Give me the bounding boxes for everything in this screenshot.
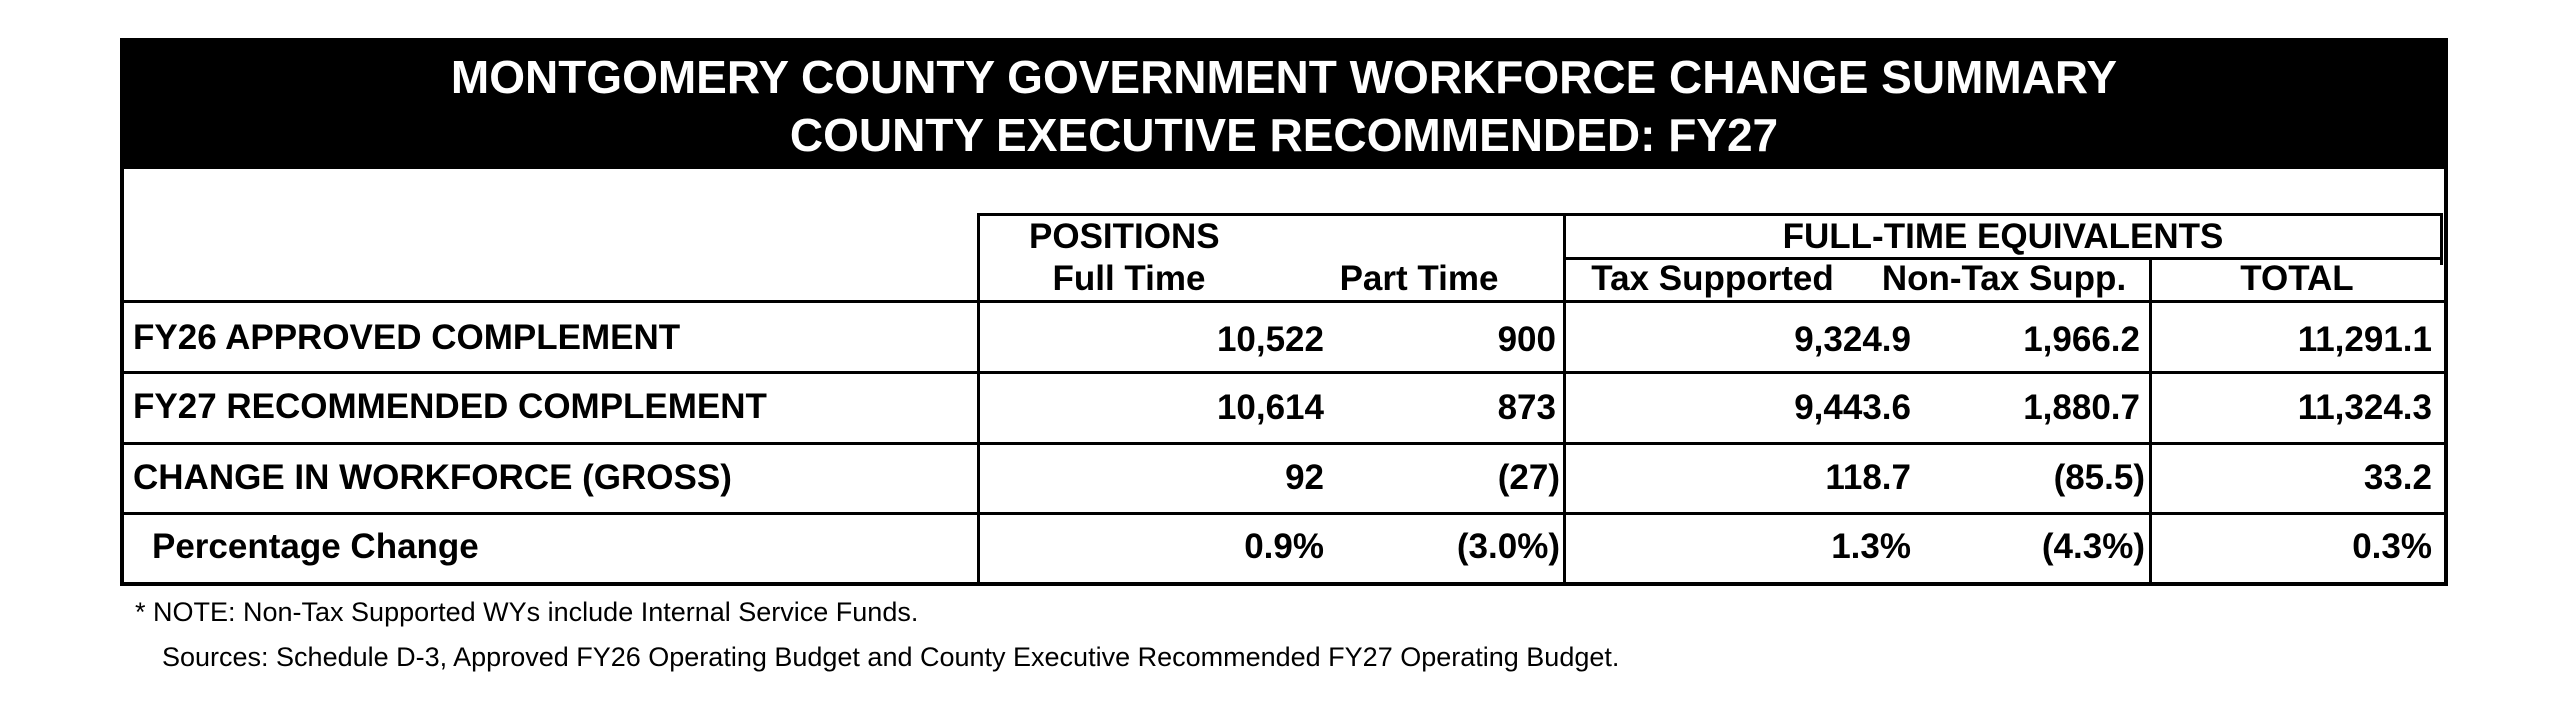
table-header bbox=[124, 42, 2444, 169]
divider bbox=[977, 213, 980, 586]
table-cell: 118.7 bbox=[1825, 458, 1911, 497]
table-cell: 900 bbox=[1497, 320, 1556, 359]
table-cell: 9,443.6 bbox=[1794, 388, 1911, 427]
column-header-part-time: Part Time bbox=[1339, 259, 1499, 298]
row-label-fy27-recommended: FY27 RECOMMENDED COMPLEMENT bbox=[133, 387, 767, 426]
table-cell: 10,614 bbox=[1216, 388, 1324, 427]
table-cell: 11,291.1 bbox=[2297, 320, 2432, 359]
row-label-change-gross: CHANGE IN WORKFORCE (GROSS) bbox=[133, 458, 732, 497]
table-cell: 10,522 bbox=[1216, 320, 1324, 359]
table-cell: 0.9% bbox=[1244, 527, 1324, 566]
table-cell: 92 bbox=[1285, 458, 1324, 497]
footnotes bbox=[135, 590, 1619, 680]
table-cell: 11,324.3 bbox=[2297, 388, 2432, 427]
title-line-1: MONTGOMERY COUNTY GOVERNMENT WORKFORCE CHANGE SUMMARY bbox=[450, 51, 2118, 103]
table-cell: 1,966.2 bbox=[2023, 320, 2140, 359]
group-header-positions: POSITIONS bbox=[1029, 217, 1220, 256]
divider bbox=[977, 213, 2443, 216]
column-header-non-tax: Non-Tax Supp. bbox=[1881, 259, 2127, 298]
column-header-full-time: Full Time bbox=[1052, 259, 1206, 298]
divider bbox=[124, 300, 2444, 303]
table-cell: (3.0%) bbox=[1456, 527, 1560, 566]
workforce-summary-table bbox=[120, 38, 2448, 586]
table-cell: (85.5) bbox=[2053, 458, 2145, 497]
divider bbox=[124, 371, 2444, 374]
row-label-percentage-change: Percentage Change bbox=[152, 527, 479, 566]
table-cell: 9,324.9 bbox=[1794, 320, 1911, 359]
table-cell: 1.3% bbox=[1831, 527, 1911, 566]
table-cell: (4.3%) bbox=[2041, 527, 2145, 566]
group-header-fte: FULL-TIME EQUIVALENTS bbox=[1782, 217, 2224, 256]
table-cell: 0.3% bbox=[2352, 527, 2432, 566]
sources-text: Sources: Schedule D-3, Approved FY26 Operating Budget and County Executive Recommended FY27 Operating Budget. bbox=[162, 642, 1620, 672]
note-text: * NOTE: Non-Tax Supported WYs include Internal Service Funds. bbox=[135, 597, 919, 627]
title-line-2: COUNTY EXECUTIVE RECOMMENDED: FY27 bbox=[789, 109, 1779, 161]
row-label-fy26-approved: FY26 APPROVED COMPLEMENT bbox=[133, 318, 681, 357]
divider bbox=[124, 512, 2444, 515]
table-cell: 33.2 bbox=[2363, 458, 2432, 497]
table-cell: (27) bbox=[1497, 458, 1560, 497]
column-header-total: TOTAL bbox=[2240, 259, 2354, 298]
table-cell: 1,880.7 bbox=[2023, 388, 2140, 427]
table-cell: 873 bbox=[1497, 388, 1556, 427]
column-header-tax-supported: Tax Supported bbox=[1591, 259, 1834, 298]
divider bbox=[124, 442, 2444, 445]
